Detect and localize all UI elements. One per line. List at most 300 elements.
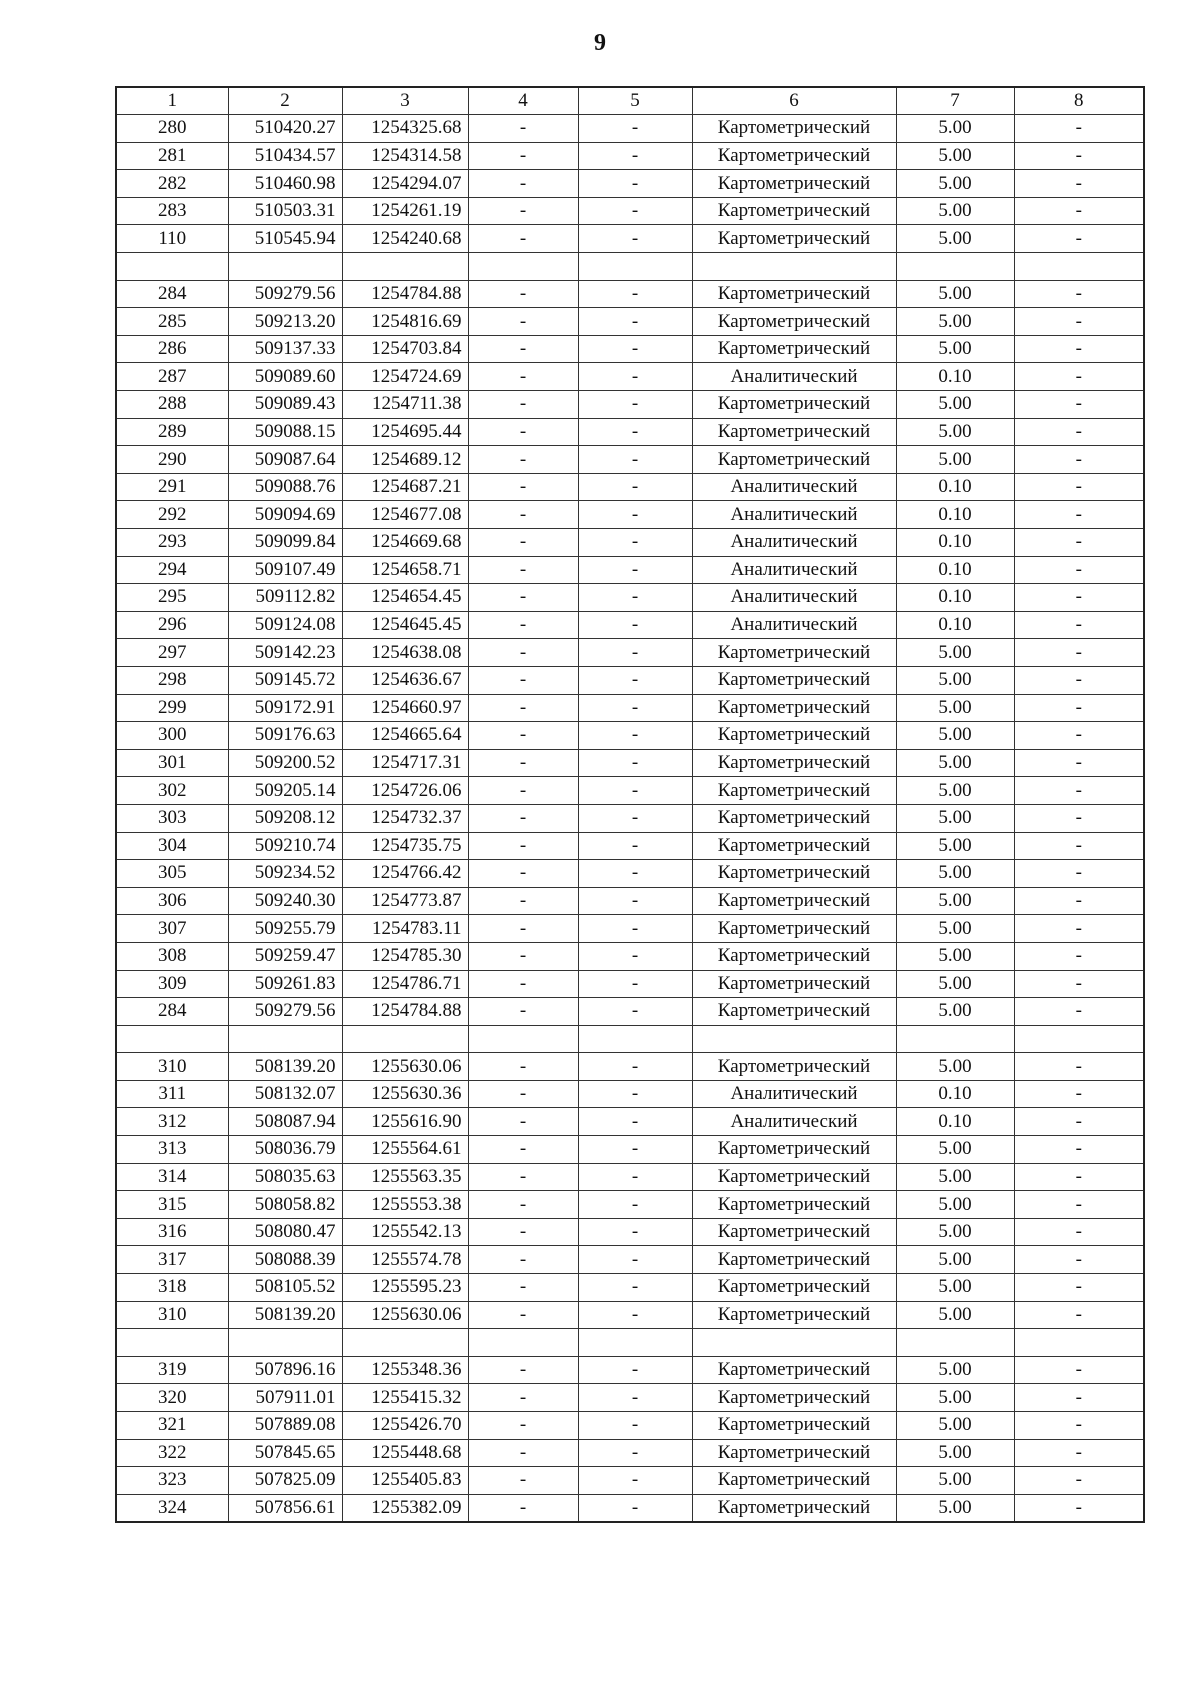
y-coordinate-cell: 1254314.58 <box>342 142 468 170</box>
method-cell: Картометрический <box>692 115 896 143</box>
accuracy-cell: 5.00 <box>896 970 1014 998</box>
y-coordinate-cell: 1254783.11 <box>342 915 468 943</box>
point-number-cell: 317 <box>116 1246 228 1274</box>
y-coordinate-cell <box>342 1025 468 1053</box>
point-number-cell: 110 <box>116 225 228 253</box>
col-8-cell: - <box>1014 584 1144 612</box>
table-row <box>116 915 1144 943</box>
point-number-cell: 297 <box>116 639 228 667</box>
x-coordinate-cell <box>228 1329 342 1357</box>
point-number-cell: 310 <box>116 1301 228 1329</box>
x-coordinate-cell: 509137.33 <box>228 335 342 363</box>
y-coordinate-cell: 1255448.68 <box>342 1439 468 1467</box>
col-8-cell: - <box>1014 1301 1144 1329</box>
x-coordinate-cell: 509087.64 <box>228 446 342 474</box>
method-cell: Картометрический <box>692 749 896 777</box>
x-coordinate-cell: 510545.94 <box>228 225 342 253</box>
accuracy-cell: 5.00 <box>896 777 1014 805</box>
table-row <box>116 115 1144 143</box>
table-row <box>116 1191 1144 1219</box>
point-number-cell <box>116 253 228 281</box>
col-5-cell: - <box>578 225 692 253</box>
col-5-cell: - <box>578 1053 692 1081</box>
x-coordinate-cell: 509099.84 <box>228 529 342 557</box>
x-coordinate-cell: 508035.63 <box>228 1163 342 1191</box>
accuracy-cell: 5.00 <box>896 915 1014 943</box>
y-coordinate-cell: 1254735.75 <box>342 832 468 860</box>
method-cell: Картометрический <box>692 666 896 694</box>
table-row <box>116 1467 1144 1495</box>
x-coordinate-cell: 509088.15 <box>228 418 342 446</box>
x-coordinate-cell: 509094.69 <box>228 501 342 529</box>
col-8-cell: - <box>1014 335 1144 363</box>
col-5-cell: - <box>578 446 692 474</box>
point-number-cell: 311 <box>116 1080 228 1108</box>
x-coordinate-cell: 510503.31 <box>228 197 342 225</box>
table-header-row <box>116 87 1144 115</box>
column-header-3: 3 <box>342 87 468 115</box>
col-5-cell: - <box>578 1218 692 1246</box>
y-coordinate-cell: 1255574.78 <box>342 1246 468 1274</box>
col-4-cell <box>468 1025 578 1053</box>
col-4-cell: - <box>468 170 578 198</box>
col-8-cell: - <box>1014 722 1144 750</box>
col-5-cell <box>578 253 692 281</box>
method-cell: Картометрический <box>692 1218 896 1246</box>
col-4-cell: - <box>468 722 578 750</box>
col-8-cell: - <box>1014 694 1144 722</box>
table-row <box>116 1494 1144 1522</box>
table-row <box>116 1274 1144 1302</box>
table-row <box>116 197 1144 225</box>
separator-row <box>116 253 1144 281</box>
col-5-cell: - <box>578 998 692 1026</box>
col-8-cell: - <box>1014 1136 1144 1164</box>
y-coordinate-cell: 1255542.13 <box>342 1218 468 1246</box>
method-cell <box>692 1329 896 1357</box>
col-8-cell <box>1014 1025 1144 1053</box>
accuracy-cell: 5.00 <box>896 1246 1014 1274</box>
point-number-cell <box>116 1025 228 1053</box>
x-coordinate-cell: 508105.52 <box>228 1274 342 1302</box>
method-cell: Картометрический <box>692 722 896 750</box>
x-coordinate-cell: 507825.09 <box>228 1467 342 1495</box>
table-row <box>116 1384 1144 1412</box>
x-coordinate-cell <box>228 253 342 281</box>
x-coordinate-cell: 509142.23 <box>228 639 342 667</box>
accuracy-cell: 0.10 <box>896 611 1014 639</box>
method-cell: Картометрический <box>692 998 896 1026</box>
x-coordinate-cell: 507856.61 <box>228 1494 342 1522</box>
col-8-cell: - <box>1014 1080 1144 1108</box>
col-4-cell: - <box>468 584 578 612</box>
table-row <box>116 418 1144 446</box>
col-8-cell: - <box>1014 363 1144 391</box>
col-8-cell: - <box>1014 1108 1144 1136</box>
point-number-cell: 308 <box>116 942 228 970</box>
x-coordinate-cell: 509234.52 <box>228 860 342 888</box>
method-cell: Картометрический <box>692 777 896 805</box>
point-number-cell: 323 <box>116 1467 228 1495</box>
col-4-cell <box>468 1329 578 1357</box>
x-coordinate-cell: 509088.76 <box>228 473 342 501</box>
col-5-cell: - <box>578 1246 692 1274</box>
table-row <box>116 1439 1144 1467</box>
col-8-cell: - <box>1014 1467 1144 1495</box>
table-row <box>116 391 1144 419</box>
accuracy-cell: 5.00 <box>896 1163 1014 1191</box>
x-coordinate-cell: 509172.91 <box>228 694 342 722</box>
col-8-cell: - <box>1014 1191 1144 1219</box>
separator-row <box>116 1329 1144 1357</box>
table-row <box>116 335 1144 363</box>
y-coordinate-cell: 1254766.42 <box>342 860 468 888</box>
x-coordinate-cell: 509107.49 <box>228 556 342 584</box>
col-4-cell: - <box>468 1467 578 1495</box>
table-row <box>116 639 1144 667</box>
column-header-5: 5 <box>578 87 692 115</box>
col-4-cell: - <box>468 225 578 253</box>
accuracy-cell <box>896 1025 1014 1053</box>
method-cell: Картометрический <box>692 694 896 722</box>
method-cell: Аналитический <box>692 1080 896 1108</box>
y-coordinate-cell: 1255563.35 <box>342 1163 468 1191</box>
col-8-cell: - <box>1014 887 1144 915</box>
y-coordinate-cell: 1255616.90 <box>342 1108 468 1136</box>
table-row <box>116 1218 1144 1246</box>
x-coordinate-cell: 510434.57 <box>228 142 342 170</box>
col-5-cell: - <box>578 1108 692 1136</box>
y-coordinate-cell: 1254645.45 <box>342 611 468 639</box>
col-5-cell: - <box>578 115 692 143</box>
col-8-cell: - <box>1014 1412 1144 1440</box>
col-8-cell: - <box>1014 473 1144 501</box>
method-cell: Аналитический <box>692 1108 896 1136</box>
col-4-cell: - <box>468 142 578 170</box>
point-number-cell: 293 <box>116 529 228 557</box>
y-coordinate-cell: 1254773.87 <box>342 887 468 915</box>
col-8-cell: - <box>1014 225 1144 253</box>
accuracy-cell: 5.00 <box>896 1274 1014 1302</box>
col-8-cell: - <box>1014 529 1144 557</box>
col-8-cell: - <box>1014 942 1144 970</box>
col-4-cell: - <box>468 1412 578 1440</box>
col-8-cell: - <box>1014 749 1144 777</box>
col-4-cell: - <box>468 998 578 1026</box>
accuracy-cell: 5.00 <box>896 832 1014 860</box>
col-8-cell: - <box>1014 308 1144 336</box>
table-row <box>116 1301 1144 1329</box>
col-4-cell: - <box>468 1053 578 1081</box>
accuracy-cell: 5.00 <box>896 1356 1014 1384</box>
accuracy-cell: 5.00 <box>896 694 1014 722</box>
accuracy-cell: 5.00 <box>896 446 1014 474</box>
point-number-cell: 301 <box>116 749 228 777</box>
table-row <box>116 1136 1144 1164</box>
point-number-cell: 314 <box>116 1163 228 1191</box>
table-row <box>116 280 1144 308</box>
col-5-cell: - <box>578 418 692 446</box>
point-number-cell: 324 <box>116 1494 228 1522</box>
x-coordinate-cell: 509279.56 <box>228 998 342 1026</box>
y-coordinate-cell: 1254240.68 <box>342 225 468 253</box>
accuracy-cell <box>896 253 1014 281</box>
col-4-cell: - <box>468 1191 578 1219</box>
y-coordinate-cell: 1254689.12 <box>342 446 468 474</box>
table-row <box>116 556 1144 584</box>
col-5-cell: - <box>578 860 692 888</box>
point-number-cell: 318 <box>116 1274 228 1302</box>
col-4-cell: - <box>468 197 578 225</box>
x-coordinate-cell: 509240.30 <box>228 887 342 915</box>
y-coordinate-cell: 1254724.69 <box>342 363 468 391</box>
accuracy-cell: 5.00 <box>896 170 1014 198</box>
method-cell: Аналитический <box>692 363 896 391</box>
y-coordinate-cell: 1254695.44 <box>342 418 468 446</box>
y-coordinate-cell: 1255415.32 <box>342 1384 468 1412</box>
col-4-cell: - <box>468 749 578 777</box>
col-4-cell: - <box>468 887 578 915</box>
col-5-cell: - <box>578 749 692 777</box>
col-5-cell: - <box>578 170 692 198</box>
y-coordinate-cell: 1254677.08 <box>342 501 468 529</box>
col-4-cell: - <box>468 832 578 860</box>
col-8-cell: - <box>1014 1274 1144 1302</box>
accuracy-cell <box>896 1329 1014 1357</box>
col-4-cell: - <box>468 1136 578 1164</box>
table-row <box>116 887 1144 915</box>
col-4-cell: - <box>468 308 578 336</box>
col-5-cell: - <box>578 777 692 805</box>
column-header-6: 6 <box>692 87 896 115</box>
col-4-cell: - <box>468 391 578 419</box>
table-row <box>116 1356 1144 1384</box>
method-cell: Картометрический <box>692 197 896 225</box>
method-cell: Картометрический <box>692 170 896 198</box>
point-number-cell: 290 <box>116 446 228 474</box>
method-cell: Картометрический <box>692 1246 896 1274</box>
x-coordinate-cell <box>228 1025 342 1053</box>
col-5-cell <box>578 1025 692 1053</box>
x-coordinate-cell: 509200.52 <box>228 749 342 777</box>
column-header-8: 8 <box>1014 87 1144 115</box>
x-coordinate-cell: 509279.56 <box>228 280 342 308</box>
col-8-cell: - <box>1014 1218 1144 1246</box>
col-4-cell: - <box>468 1218 578 1246</box>
method-cell: Картометрический <box>692 446 896 474</box>
method-cell: Картометрический <box>692 915 896 943</box>
accuracy-cell: 5.00 <box>896 225 1014 253</box>
table-row <box>116 1053 1144 1081</box>
col-4-cell: - <box>468 639 578 667</box>
method-cell: Картометрический <box>692 1053 896 1081</box>
y-coordinate-cell: 1254785.30 <box>342 942 468 970</box>
method-cell <box>692 253 896 281</box>
col-4-cell: - <box>468 970 578 998</box>
point-number-cell: 294 <box>116 556 228 584</box>
col-8-cell: - <box>1014 556 1144 584</box>
accuracy-cell: 5.00 <box>896 639 1014 667</box>
col-8-cell: - <box>1014 446 1144 474</box>
col-5-cell: - <box>578 722 692 750</box>
x-coordinate-cell: 508087.94 <box>228 1108 342 1136</box>
col-5-cell: - <box>578 529 692 557</box>
x-coordinate-cell: 509210.74 <box>228 832 342 860</box>
accuracy-cell: 5.00 <box>896 1136 1014 1164</box>
col-5-cell: - <box>578 1439 692 1467</box>
accuracy-cell: 5.00 <box>896 197 1014 225</box>
col-4-cell: - <box>468 1494 578 1522</box>
y-coordinate-cell: 1255553.38 <box>342 1191 468 1219</box>
y-coordinate-cell: 1254638.08 <box>342 639 468 667</box>
separator-row <box>116 1025 1144 1053</box>
table-row <box>116 1163 1144 1191</box>
x-coordinate-cell: 510460.98 <box>228 170 342 198</box>
method-cell <box>692 1025 896 1053</box>
col-5-cell: - <box>578 804 692 832</box>
y-coordinate-cell: 1254658.71 <box>342 556 468 584</box>
method-cell: Картометрический <box>692 1301 896 1329</box>
accuracy-cell: 0.10 <box>896 1080 1014 1108</box>
table-row <box>116 142 1144 170</box>
accuracy-cell: 5.00 <box>896 335 1014 363</box>
col-5-cell: - <box>578 473 692 501</box>
col-8-cell: - <box>1014 391 1144 419</box>
coordinates-table <box>115 86 1145 1523</box>
table-row <box>116 832 1144 860</box>
col-8-cell: - <box>1014 970 1144 998</box>
table-row <box>116 998 1144 1026</box>
y-coordinate-cell: 1254325.68 <box>342 115 468 143</box>
method-cell: Картометрический <box>692 142 896 170</box>
col-4-cell: - <box>468 860 578 888</box>
col-5-cell: - <box>578 391 692 419</box>
table-row <box>116 1412 1144 1440</box>
col-4-cell: - <box>468 1301 578 1329</box>
method-cell: Картометрический <box>692 1467 896 1495</box>
col-4-cell: - <box>468 666 578 694</box>
x-coordinate-cell: 509089.43 <box>228 391 342 419</box>
method-cell: Картометрический <box>692 335 896 363</box>
point-number-cell: 320 <box>116 1384 228 1412</box>
accuracy-cell: 5.00 <box>896 1494 1014 1522</box>
col-4-cell: - <box>468 280 578 308</box>
method-cell: Картометрический <box>692 887 896 915</box>
table-row <box>116 611 1144 639</box>
col-8-cell: - <box>1014 860 1144 888</box>
y-coordinate-cell: 1254711.38 <box>342 391 468 419</box>
table-row <box>116 1246 1144 1274</box>
y-coordinate-cell: 1255595.23 <box>342 1274 468 1302</box>
method-cell: Картометрический <box>692 1191 896 1219</box>
table-row <box>116 363 1144 391</box>
point-number-cell: 283 <box>116 197 228 225</box>
method-cell: Картометрический <box>692 280 896 308</box>
x-coordinate-cell: 508139.20 <box>228 1301 342 1329</box>
point-number-cell: 306 <box>116 887 228 915</box>
x-coordinate-cell: 509255.79 <box>228 915 342 943</box>
column-header-4: 4 <box>468 87 578 115</box>
col-5-cell: - <box>578 694 692 722</box>
accuracy-cell: 5.00 <box>896 1412 1014 1440</box>
x-coordinate-cell: 509259.47 <box>228 942 342 970</box>
col-5-cell: - <box>578 1301 692 1329</box>
col-4-cell: - <box>468 418 578 446</box>
column-header-2: 2 <box>228 87 342 115</box>
point-number-cell: 316 <box>116 1218 228 1246</box>
x-coordinate-cell: 508080.47 <box>228 1218 342 1246</box>
accuracy-cell: 5.00 <box>896 1218 1014 1246</box>
table-row <box>116 694 1144 722</box>
point-number-cell: 292 <box>116 501 228 529</box>
col-8-cell <box>1014 253 1144 281</box>
col-8-cell: - <box>1014 501 1144 529</box>
table-row <box>116 666 1144 694</box>
accuracy-cell: 5.00 <box>896 998 1014 1026</box>
point-number-cell: 284 <box>116 998 228 1026</box>
method-cell: Аналитический <box>692 584 896 612</box>
method-cell: Картометрический <box>692 308 896 336</box>
y-coordinate-cell: 1254786.71 <box>342 970 468 998</box>
y-coordinate-cell: 1255630.06 <box>342 1053 468 1081</box>
y-coordinate-cell: 1255426.70 <box>342 1412 468 1440</box>
y-coordinate-cell <box>342 253 468 281</box>
method-cell: Картометрический <box>692 804 896 832</box>
x-coordinate-cell: 508088.39 <box>228 1246 342 1274</box>
point-number-cell: 315 <box>116 1191 228 1219</box>
y-coordinate-cell: 1254654.45 <box>342 584 468 612</box>
table-row <box>116 749 1144 777</box>
col-5-cell: - <box>578 308 692 336</box>
point-number-cell: 312 <box>116 1108 228 1136</box>
point-number-cell: 299 <box>116 694 228 722</box>
col-8-cell: - <box>1014 915 1144 943</box>
col-4-cell: - <box>468 335 578 363</box>
x-coordinate-cell: 508132.07 <box>228 1080 342 1108</box>
col-4-cell: - <box>468 501 578 529</box>
point-number-cell: 296 <box>116 611 228 639</box>
point-number-cell: 280 <box>116 115 228 143</box>
col-5-cell: - <box>578 280 692 308</box>
accuracy-cell: 5.00 <box>896 942 1014 970</box>
accuracy-cell: 5.00 <box>896 666 1014 694</box>
method-cell: Картометрический <box>692 1412 896 1440</box>
table-row <box>116 860 1144 888</box>
col-5-cell: - <box>578 666 692 694</box>
col-8-cell: - <box>1014 639 1144 667</box>
accuracy-cell: 5.00 <box>896 391 1014 419</box>
col-5-cell: - <box>578 832 692 860</box>
y-coordinate-cell: 1255630.36 <box>342 1080 468 1108</box>
method-cell: Картометрический <box>692 942 896 970</box>
point-number-cell: 303 <box>116 804 228 832</box>
col-5-cell: - <box>578 335 692 363</box>
x-coordinate-cell: 507889.08 <box>228 1412 342 1440</box>
y-coordinate-cell: 1254261.19 <box>342 197 468 225</box>
y-coordinate-cell: 1255630.06 <box>342 1301 468 1329</box>
x-coordinate-cell: 507911.01 <box>228 1384 342 1412</box>
col-4-cell: - <box>468 915 578 943</box>
col-8-cell: - <box>1014 1384 1144 1412</box>
point-number-cell: 298 <box>116 666 228 694</box>
col-4-cell: - <box>468 115 578 143</box>
table-row <box>116 501 1144 529</box>
point-number-cell: 295 <box>116 584 228 612</box>
table-row <box>116 225 1144 253</box>
x-coordinate-cell: 509205.14 <box>228 777 342 805</box>
accuracy-cell: 5.00 <box>896 887 1014 915</box>
col-8-cell: - <box>1014 998 1144 1026</box>
